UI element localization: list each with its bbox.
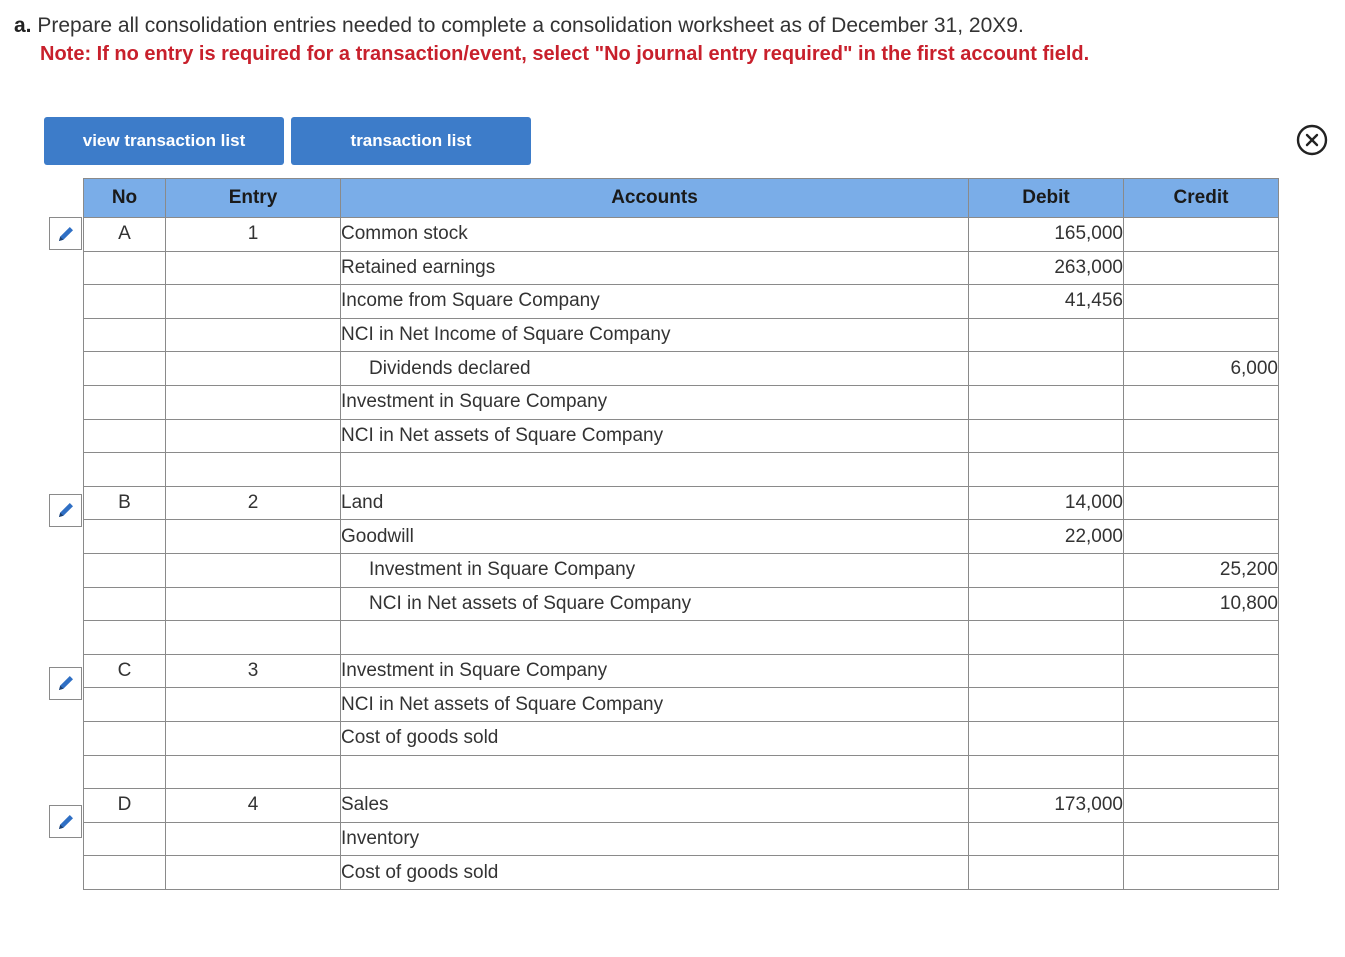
- cell-debit[interactable]: 263,000: [969, 251, 1124, 285]
- cell-entry[interactable]: [166, 621, 341, 655]
- cell-credit[interactable]: [1124, 251, 1279, 285]
- consolidation-entries-table: [83, 178, 1279, 890]
- cell-entry[interactable]: 1: [166, 218, 341, 252]
- cell-credit[interactable]: [1124, 755, 1279, 789]
- close-icon[interactable]: [1296, 124, 1328, 156]
- cell-no[interactable]: [84, 251, 166, 285]
- cell-entry[interactable]: [166, 251, 341, 285]
- cell-debit[interactable]: [969, 822, 1124, 856]
- table-row: [84, 419, 1279, 453]
- cell-entry[interactable]: [166, 385, 341, 419]
- cell-debit[interactable]: 14,000: [969, 486, 1124, 520]
- cell-entry[interactable]: 3: [166, 654, 341, 688]
- table-row: [84, 856, 1279, 890]
- cell-no[interactable]: [84, 587, 166, 621]
- cell-no[interactable]: D: [84, 789, 166, 823]
- edit-entry-button[interactable]: [49, 217, 82, 250]
- edit-entry-button[interactable]: [49, 494, 82, 527]
- column-header-credit: Credit: [1124, 179, 1279, 218]
- cell-debit[interactable]: [969, 721, 1124, 755]
- cell-no[interactable]: [84, 721, 166, 755]
- cell-debit[interactable]: [969, 856, 1124, 890]
- cell-debit[interactable]: [969, 621, 1124, 655]
- cell-debit[interactable]: 22,000: [969, 520, 1124, 554]
- cell-debit[interactable]: [969, 385, 1124, 419]
- cell-credit[interactable]: 25,200: [1124, 553, 1279, 587]
- table-row: [84, 453, 1279, 487]
- cell-credit[interactable]: [1124, 285, 1279, 319]
- table-row: [84, 218, 1279, 252]
- cell-entry[interactable]: [166, 721, 341, 755]
- cell-credit[interactable]: [1124, 486, 1279, 520]
- cell-no[interactable]: [84, 856, 166, 890]
- cell-entry[interactable]: [166, 822, 341, 856]
- table-row: [84, 318, 1279, 352]
- table-row: [84, 654, 1279, 688]
- cell-account[interactable]: NCI in Net assets of Square Company: [341, 688, 969, 722]
- cell-account[interactable]: Investment in Square Company: [341, 654, 969, 688]
- cell-entry[interactable]: [166, 352, 341, 386]
- cell-no[interactable]: [84, 453, 166, 487]
- cell-credit[interactable]: 6,000: [1124, 352, 1279, 386]
- view-transaction-list-button[interactable]: view transaction list: [44, 117, 284, 165]
- table-row: [84, 385, 1279, 419]
- cell-no[interactable]: [84, 318, 166, 352]
- table-row: [84, 688, 1279, 722]
- cell-entry[interactable]: [166, 520, 341, 554]
- cell-credit[interactable]: [1124, 419, 1279, 453]
- cell-no[interactable]: B: [84, 486, 166, 520]
- cell-debit[interactable]: [969, 352, 1124, 386]
- column-header-entry: Entry: [166, 179, 341, 218]
- table-row: [84, 486, 1279, 520]
- table-row: [84, 755, 1279, 789]
- cell-no[interactable]: [84, 553, 166, 587]
- cell-entry[interactable]: [166, 755, 341, 789]
- cell-account[interactable]: [341, 453, 969, 487]
- table-row: [84, 822, 1279, 856]
- cell-no[interactable]: [84, 621, 166, 655]
- cell-credit[interactable]: [1124, 822, 1279, 856]
- cell-account[interactable]: Retained earnings: [341, 251, 969, 285]
- table-row: [84, 352, 1279, 386]
- cell-debit[interactable]: [969, 587, 1124, 621]
- cell-account[interactable]: Sales: [341, 789, 969, 823]
- cell-no[interactable]: [84, 285, 166, 319]
- cell-entry[interactable]: [166, 318, 341, 352]
- cell-no[interactable]: [84, 755, 166, 789]
- pencil-icon: [56, 673, 76, 693]
- table-row: [84, 621, 1279, 655]
- cell-credit[interactable]: [1124, 520, 1279, 554]
- cell-credit[interactable]: [1124, 688, 1279, 722]
- cell-entry[interactable]: 4: [166, 789, 341, 823]
- cell-credit[interactable]: [1124, 318, 1279, 352]
- cell-account[interactable]: Land: [341, 486, 969, 520]
- table-row: [84, 285, 1279, 319]
- cell-account[interactable]: NCI in Net Income of Square Company: [341, 318, 969, 352]
- cell-account[interactable]: [341, 755, 969, 789]
- cell-credit[interactable]: [1124, 856, 1279, 890]
- table-header-row: [84, 179, 1279, 218]
- cell-account[interactable]: Cost of goods sold: [341, 721, 969, 755]
- table-row: [84, 251, 1279, 285]
- cell-entry[interactable]: [166, 553, 341, 587]
- cell-credit[interactable]: [1124, 621, 1279, 655]
- cell-entry[interactable]: [166, 285, 341, 319]
- instruction-note: Note: If no entry is required for a transaction/event, select "No journal entry required" in the first account field.: [40, 43, 1090, 65]
- cell-account[interactable]: NCI in Net assets of Square Company: [341, 419, 969, 453]
- edit-entry-button[interactable]: [49, 805, 82, 838]
- cell-credit[interactable]: [1124, 721, 1279, 755]
- cell-account[interactable]: Cost of goods sold: [341, 856, 969, 890]
- instruction-text: [14, 12, 1024, 40]
- instruction-prefix: a.: [14, 14, 32, 37]
- table-row: [84, 587, 1279, 621]
- cell-debit[interactable]: 173,000: [969, 789, 1124, 823]
- cell-debit[interactable]: [969, 419, 1124, 453]
- edit-entry-button[interactable]: [49, 667, 82, 700]
- cell-entry[interactable]: [166, 453, 341, 487]
- pencil-icon: [56, 224, 76, 244]
- cell-no[interactable]: [84, 520, 166, 554]
- cell-debit[interactable]: 41,456: [969, 285, 1124, 319]
- cell-credit[interactable]: [1124, 218, 1279, 252]
- cell-entry[interactable]: [166, 419, 341, 453]
- cell-debit[interactable]: [969, 453, 1124, 487]
- cell-credit[interactable]: [1124, 385, 1279, 419]
- table-row: [84, 520, 1279, 554]
- cell-no[interactable]: C: [84, 654, 166, 688]
- cell-entry[interactable]: [166, 856, 341, 890]
- cell-credit[interactable]: [1124, 453, 1279, 487]
- instruction-body: Prepare all consolidation entries needed to complete a consolidation worksheet as of December 31, 20X9.: [31, 14, 1024, 37]
- cell-account[interactable]: Investment in Square Company: [341, 385, 969, 419]
- cell-credit[interactable]: 10,800: [1124, 587, 1279, 621]
- column-header-accounts: Accounts: [341, 179, 969, 218]
- cell-debit[interactable]: [969, 688, 1124, 722]
- pencil-icon: [56, 812, 76, 832]
- cell-no[interactable]: [84, 352, 166, 386]
- cell-debit[interactable]: [969, 755, 1124, 789]
- column-header-no: No: [84, 179, 166, 218]
- cell-account[interactable]: Investment in Square Company: [341, 553, 969, 587]
- column-header-debit: Debit: [969, 179, 1124, 218]
- cell-account[interactable]: Dividends declared: [341, 352, 969, 386]
- table-row: [84, 721, 1279, 755]
- cell-entry[interactable]: 2: [166, 486, 341, 520]
- cell-account[interactable]: NCI in Net assets of Square Company: [341, 587, 969, 621]
- cell-debit[interactable]: [969, 654, 1124, 688]
- table-row: [84, 553, 1279, 587]
- transaction-list-button[interactable]: transaction list: [291, 117, 531, 165]
- cell-debit[interactable]: [969, 318, 1124, 352]
- cell-entry[interactable]: [166, 688, 341, 722]
- cell-no[interactable]: [84, 385, 166, 419]
- table-body: [84, 218, 1279, 890]
- cell-no[interactable]: [84, 419, 166, 453]
- cell-account[interactable]: Common stock: [341, 218, 969, 252]
- cell-credit[interactable]: [1124, 789, 1279, 823]
- cell-debit[interactable]: [969, 553, 1124, 587]
- cell-account[interactable]: Income from Square Company: [341, 285, 969, 319]
- cell-no[interactable]: [84, 688, 166, 722]
- cell-no[interactable]: A: [84, 218, 166, 252]
- cell-credit[interactable]: [1124, 654, 1279, 688]
- cell-debit[interactable]: 165,000: [969, 218, 1124, 252]
- table-row: [84, 789, 1279, 823]
- cell-account[interactable]: Inventory: [341, 822, 969, 856]
- cell-entry[interactable]: [166, 587, 341, 621]
- cell-no[interactable]: [84, 822, 166, 856]
- cell-account[interactable]: Goodwill: [341, 520, 969, 554]
- pencil-icon: [56, 500, 76, 520]
- cell-account[interactable]: [341, 621, 969, 655]
